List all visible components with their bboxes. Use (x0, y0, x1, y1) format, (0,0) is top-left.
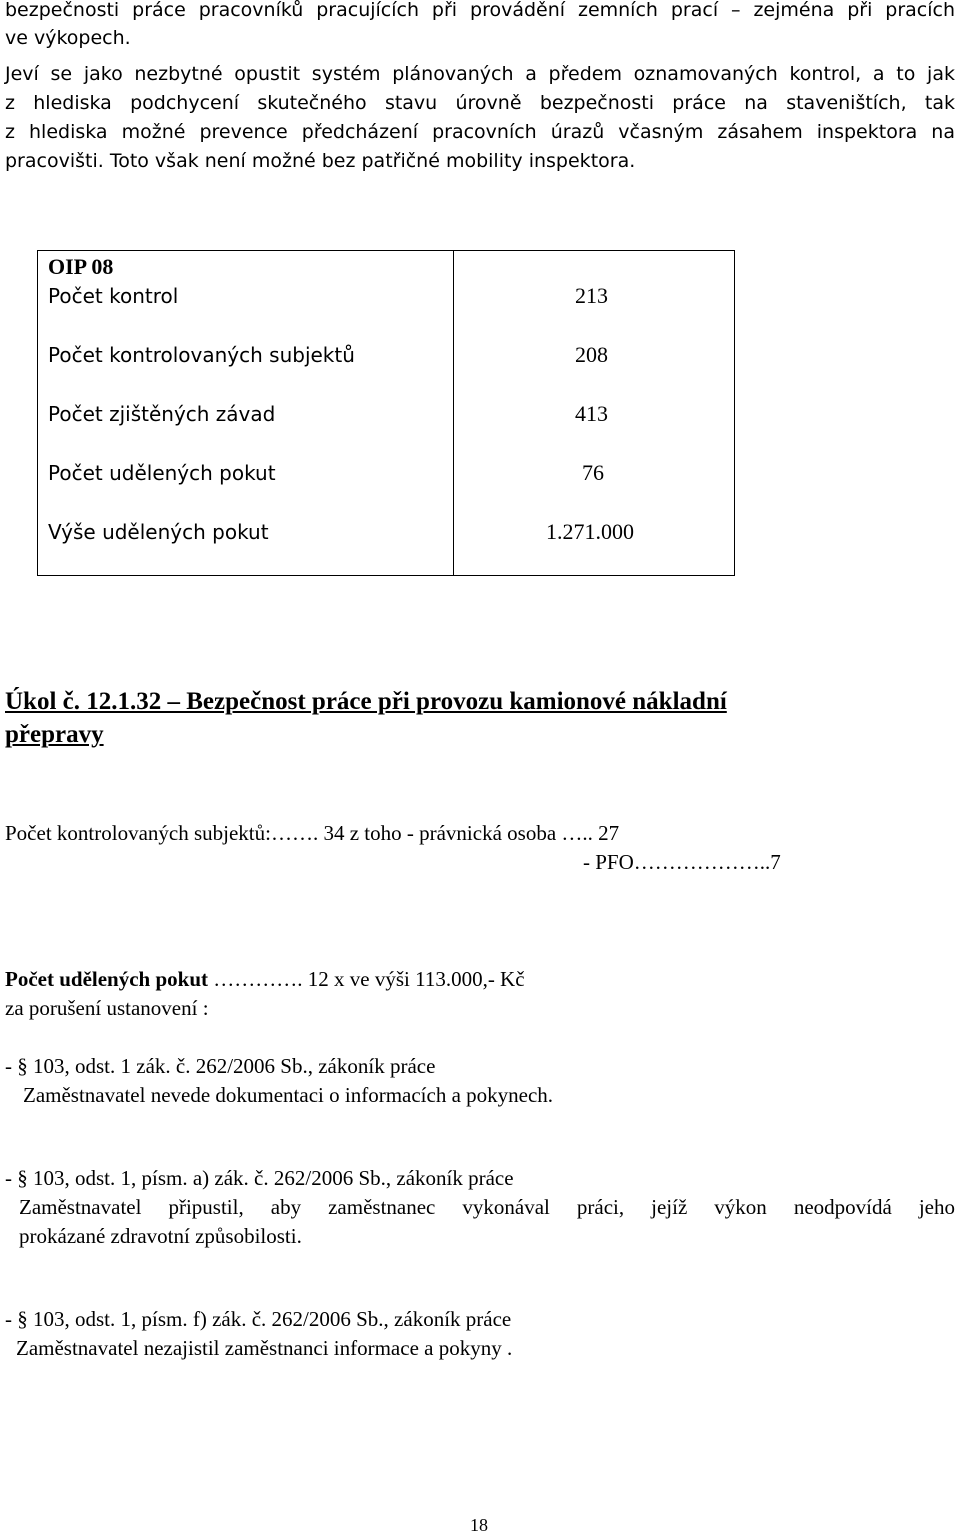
stats-row-label: Počet kontrolovaných subjektů (48, 343, 355, 367)
stats-row-label: Počet udělených pokut (48, 461, 276, 485)
violation-ref: - § 103, odst. 1, písm. a) zák. č. 262/2006 Sb., zákoník práce (5, 1166, 514, 1190)
intro-line-1: bezpečnosti práce pracovníků pracujících při provádění zemních prací – zejména při pracích (5, 0, 955, 21)
stats-row-label: Počet kontrol (48, 284, 179, 308)
intro-line-6: pracovišti. Toto však není možné bez patřičné mobility inspektora. (5, 150, 636, 172)
intro-line-2: ve výkopech. (5, 27, 131, 49)
intro-line-5: z hlediska možné prevence předcházení pracovních úrazů včasným zásahem inspektora na (5, 121, 955, 143)
stats-row-value: 208 (575, 342, 608, 367)
stats-row-value: 1.271.000 (546, 519, 634, 544)
intro-line-4: z hlediska podchycení skutečného stavu úrovně bezpečnosti práce na staveništích, tak (5, 92, 955, 114)
violation-desc: prokázané zdravotní způsobilosti. (19, 1224, 302, 1248)
intro-line-3: Jeví se jako nezbytné opustit systém plánovaných a předem oznamovaných kontrol, a to jak (5, 63, 955, 85)
stats-row-label: Výše udělených pokut (48, 520, 269, 544)
subjects-count-line: Počet kontrolovaných subjektů:……. 34 z toho - právnická osoba ….. 27 (5, 821, 620, 845)
violation-ref: - § 103, odst. 1, písm. f) zák. č. 262/2006 Sb., zákoník práce (5, 1307, 512, 1331)
violation-intro: za porušení ustanovení : (5, 996, 209, 1020)
stats-row-value: 76 (582, 460, 604, 485)
fines-value: …………. 12 x ve výši 113.000,- Kč (213, 967, 525, 991)
stats-row-value: 413 (575, 401, 608, 426)
stats-row-label: Počet zjištěných závad (48, 402, 276, 426)
subjects-pfo-line: - PFO………………..7 (583, 850, 781, 874)
fines-label: Počet udělených pokut (5, 967, 209, 991)
violation-desc: Zaměstnavatel připustil, aby zaměstnanec vykonával práci, jejíž výkon neodpovídá jeho (19, 1195, 955, 1219)
violation-ref: - § 103, odst. 1 zák. č. 262/2006 Sb., zákoník práce (5, 1054, 436, 1078)
stats-table-title: OIP 08 (48, 254, 114, 279)
task-heading-line-1: Úkol č. 12.1.32 – Bezpečnost práce při provozu kamionové nákladní (5, 688, 727, 715)
violation-desc: Zaměstnavatel nezajistil zaměstnanci informace a pokyny . (16, 1336, 513, 1360)
stats-row-value: 213 (575, 283, 608, 308)
stats-table-values-cell (454, 251, 735, 576)
stats-table-labels-cell (38, 251, 454, 576)
stats-table (37, 250, 735, 576)
fines-line (5, 965, 525, 993)
page-number: 18 (470, 1515, 488, 1535)
violation-desc: Zaměstnavatel nevede dokumentaci o informacích a pokynech. (23, 1083, 554, 1107)
task-heading-line-2: přepravy (5, 721, 104, 748)
